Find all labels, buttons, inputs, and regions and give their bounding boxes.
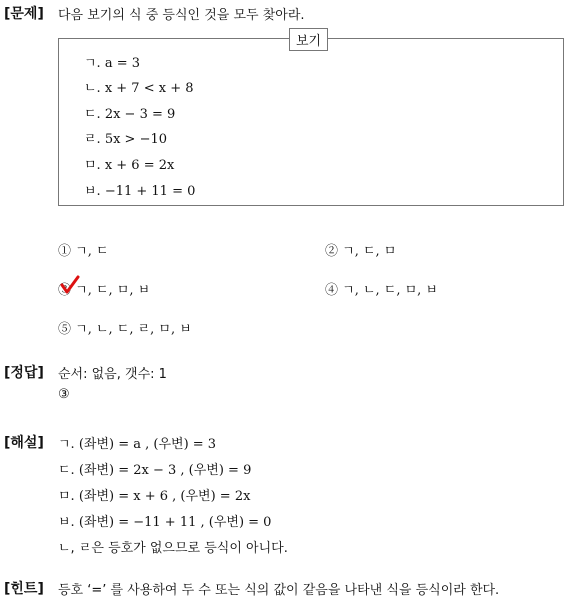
question-text: 다음 보기의 식 중 등식인 것을 모두 찾아라. bbox=[58, 8, 305, 23]
hint-tag: [힌트] bbox=[4, 581, 44, 597]
explanation-line: ㅁ. (좌변) = x + 6 , (우변) = 2x bbox=[58, 489, 251, 504]
option-3[interactable]: ③ ㄱ, ㄷ, ㅁ, ㅂ bbox=[58, 283, 151, 298]
example-item: ㄴ. x + 7 < x + 8 bbox=[84, 81, 194, 96]
checkmark-icon bbox=[60, 275, 80, 295]
hint-text: 등호 ‘=’ 를 사용하여 두 수 또는 식의 값이 같음을 나타낸 식을 등식이라 한다. bbox=[58, 583, 500, 598]
example-box-title: 보기 bbox=[289, 28, 328, 51]
option-4[interactable]: ④ ㄱ, ㄴ, ㄷ, ㅁ, ㅂ bbox=[325, 283, 438, 298]
answer-value: ③ bbox=[58, 387, 70, 402]
example-item: ㄷ. 2x − 3 = 9 bbox=[84, 107, 176, 122]
explanation-tag: [해설] bbox=[4, 435, 44, 451]
option-2[interactable]: ② ㄱ, ㄷ, ㅁ bbox=[325, 244, 397, 259]
answer-meta: 순서: 없음, 갯수: 1 bbox=[58, 367, 167, 382]
explanation-line: ㅂ. (좌변) = −11 + 11 , (우변) = 0 bbox=[58, 515, 272, 530]
example-item: ㄹ. 5x > −10 bbox=[84, 132, 168, 147]
answer-tag: [정답] bbox=[4, 365, 44, 381]
explanation-line: ㄷ. (좌변) = 2x − 3 , (우변) = 9 bbox=[58, 463, 252, 478]
example-item: ㅁ. x + 6 = 2x bbox=[84, 158, 175, 173]
example-item: ㄱ. a = 3 bbox=[84, 56, 141, 71]
question-tag: [문제] bbox=[4, 6, 44, 22]
option-1[interactable]: ① ㄱ, ㄷ bbox=[58, 244, 109, 259]
example-item: ㅂ. −11 + 11 = 0 bbox=[84, 184, 196, 199]
option-5[interactable]: ⑤ ㄱ, ㄴ, ㄷ, ㄹ, ㅁ, ㅂ bbox=[58, 322, 192, 337]
explanation-line: ㄱ. (좌변) = a , (우변) = 3 bbox=[58, 437, 217, 452]
explanation-line: ㄴ, ㄹ은 등호가 없으므로 등식이 아니다. bbox=[58, 541, 288, 556]
